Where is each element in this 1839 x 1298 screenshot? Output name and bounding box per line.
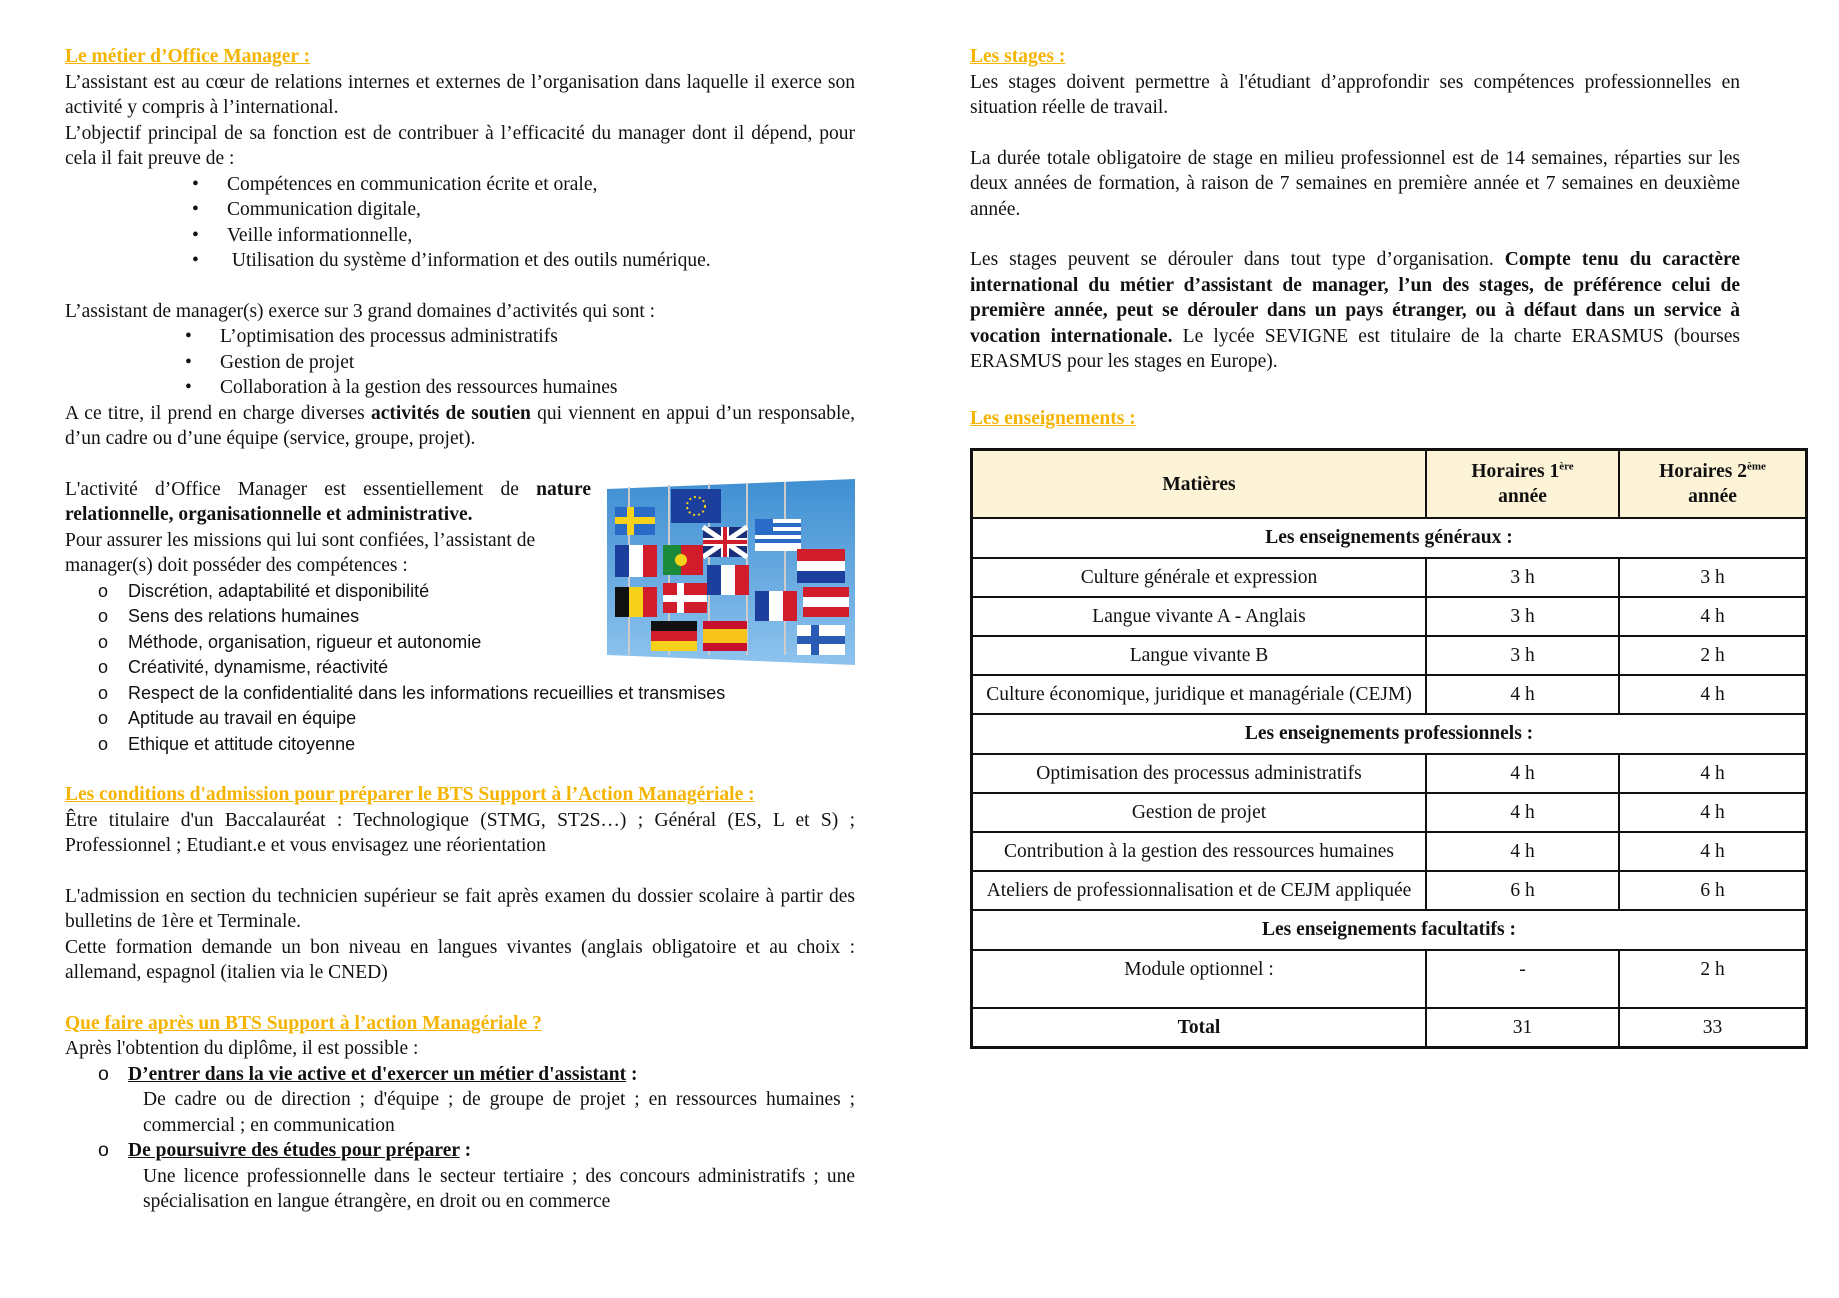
list-item: o Méthode, organisation, rigueur et autonomie — [128, 630, 855, 656]
column-header-subject: Matières — [972, 450, 1427, 519]
list-item: o D’entrer dans la vie active et d'exercer un métier d'assistant : De cadre ou de direction ; d'équipe ; de groupe de projet ; en ressources humaines ; commercial ; en communication — [128, 1062, 855, 1139]
teaching-heading: Les enseignements : — [970, 407, 1136, 429]
section-row-professional: Les enseignements professionnels : — [972, 714, 1807, 754]
admission-heading: Les conditions d'admission pour préparer le BTS Support à l’Action Managériale : — [65, 784, 755, 805]
table-row: Module optionnel : - 2 h — [972, 950, 1807, 1008]
list-item: • Communication digitale, — [227, 197, 855, 223]
office-manager-heading: Le métier d’Office Manager : — [65, 46, 311, 67]
after-p1: Après l'obtention du diplôme, il est possible : — [65, 1038, 419, 1059]
office-p4: A ce titre, il prend en charge diverses activités de soutien qui viennent en appui d’un responsable, d’un cadre ou d’une équipe (service, groupe, projet). — [65, 402, 855, 449]
list-item: o Ethique et attitude citoyenne — [128, 732, 855, 758]
admission-p2: L'admission en section du technicien supérieur se fait après examen du dossier scolaire à partir des bulletins de 1ère et Terminale. — [65, 885, 855, 932]
list-item: o Aptitude au travail en équipe — [128, 706, 855, 732]
table-row: Culture économique, juridique et managériale (CEJM) 4 h 4 h — [972, 675, 1807, 714]
stages-heading: Les stages : — [970, 46, 1066, 67]
option-description: Une licence professionnelle dans le secteur tertiaire ; des concours administratifs ; une spécialisation en langue étrangère, en droit ou en commerce — [143, 1165, 855, 1212]
table-row: Optimisation des processus administratifs 4 h 4 h — [972, 754, 1807, 793]
list-item: • Veille informationnelle, — [227, 223, 855, 249]
table-row: Langue vivante B 3 h 2 h — [972, 636, 1807, 675]
option-description: De cadre ou de direction ; d'équipe ; de groupe de projet ; en ressources humaines ; commercial ; en communication — [143, 1089, 855, 1136]
skills-list — [65, 172, 855, 274]
table-row: Culture générale et expression 3 h 3 h — [972, 558, 1807, 597]
office-p5: L'activité d’Office Manager est essentiellement de nature relationnelle, organisationnelle et administrative. — [65, 478, 591, 525]
admission-p1: Être titulaire d'un Baccalauréat : Technologique (STMG, ST2S…) ; Général (ES, L et S) ; Professionnel ; Etudiant.e et vous envisagez une réorientation — [65, 809, 855, 856]
table-row: Gestion de projet 4 h 4 h — [972, 793, 1807, 832]
list-item: o De poursuivre des études pour préparer : Une licence professionnelle dans le secteur tertiaire ; des concours administratifs ; une spécialisation en langue étrangère, en droit ou en commerce — [128, 1138, 855, 1215]
stages-p1: Les stages doivent permettre à l'étudiant d’approfondir ses compétences professionnelles en situation réelle de travail. — [970, 71, 1740, 118]
teaching-table — [970, 448, 1808, 1049]
list-item: o Créativité, dynamisme, réactivité — [128, 655, 855, 681]
total-row: Total 31 33 — [972, 1008, 1807, 1048]
after-bts-heading: Que faire après un BTS Support à l’action Managériale ? — [65, 1012, 542, 1034]
stages-p3: Les stages peuvent se dérouler dans tout type d’organisation. Compte tenu du caractère international du métier d’assistant de manager, l’un des stages, de préférence celui de première année, peut se dérouler dans un pays étranger, ou à défaut dans un service à vocation internationale. Le lycée SEVIGNE est titulaire de la charte ERASMUS (bourses ERASMUS pour les stages en Europe). — [970, 249, 1741, 372]
table-row: Ateliers de professionnalisation et de CEJM appliquée 6 h 6 h — [972, 871, 1807, 910]
list-item: o Respect de la confidentialité dans les informations recueillies et transmises — [128, 681, 855, 707]
table-row: Contribution à la gestion des ressources humaines 4 h 4 h — [972, 832, 1807, 871]
column-header-year2: Horaires 2ème année — [1619, 450, 1807, 519]
section-row-general: Les enseignements généraux : — [972, 518, 1807, 558]
list-item: • L’optimisation des processus administratifs — [220, 324, 855, 350]
list-item: • Gestion de projet — [220, 350, 855, 376]
list-item: • Utilisation du système d’information et des outils numérique. — [227, 248, 855, 274]
admission-p3: Cette formation demande un bon niveau en langues vivantes (anglais obligatoire et au choix : allemand, espagnol (italien via le CNED) — [65, 936, 855, 983]
right-column — [970, 44, 1766, 1049]
domains-list — [65, 324, 855, 401]
list-item: o Discrétion, adaptabilité et disponibilité — [128, 579, 855, 605]
stages-p2: La durée totale obligatoire de stage en milieu professionnel est de 14 semaines, réparties sur les deux années de formation, à raison de 7 semaines en première année et 7 semaines en deuxième année. — [970, 147, 1740, 220]
office-p2: L’objectif principal de sa fonction est de contribuer à l’efficacité du manager dont il dépend, pour cela il fait preuve de : — [65, 122, 855, 169]
left-column — [65, 44, 855, 1215]
list-item: • Collaboration à la gestion des ressources humaines — [220, 375, 855, 401]
section-row-optional: Les enseignements facultatifs : — [972, 910, 1807, 950]
table-row: Langue vivante A - Anglais 3 h 4 h — [972, 597, 1807, 636]
qualities-list — [65, 579, 855, 758]
after-options-list — [65, 1062, 855, 1215]
list-item: • Compétences en communication écrite et orale, — [227, 172, 855, 198]
office-p6: Pour assurer les missions qui lui sont confiées, l’assistant de manager(s) doit posséder des compétences : — [65, 529, 536, 576]
office-p1: L’assistant est au cœur de relations internes et externes de l’organisation dans laquelle il exerce son activité y compris à l’international. — [65, 71, 855, 118]
column-header-year1: Horaires 1ère année — [1426, 450, 1619, 519]
list-item: o Sens des relations humaines — [128, 604, 855, 630]
office-p3: L’assistant de manager(s) exerce sur 3 grand domaines d’activités qui sont : — [65, 300, 656, 322]
